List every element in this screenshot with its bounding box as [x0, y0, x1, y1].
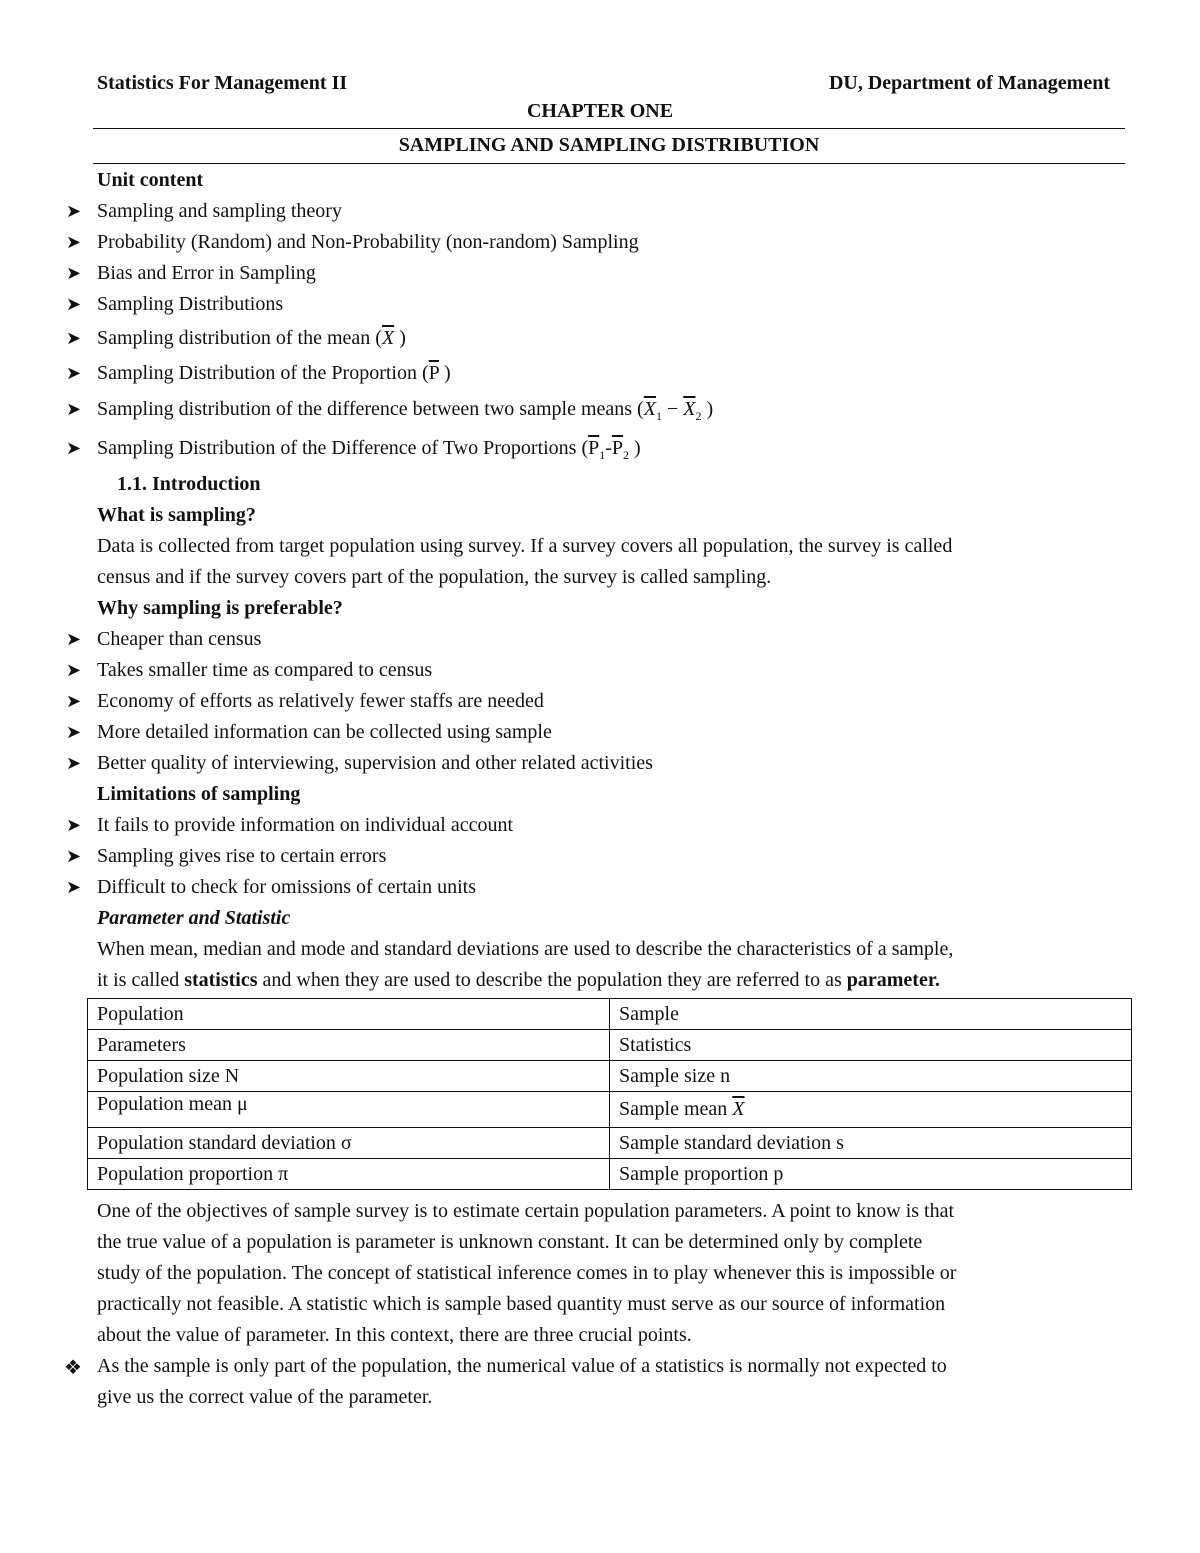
subtitle-rule: [93, 163, 1125, 164]
list-item: More detailed information can be collected using sample: [97, 721, 552, 743]
paragraph-line: the true value of a population is parameter is unknown constant. It can be determined only by complete: [97, 1231, 923, 1253]
list-item: Economy of efforts as relatively fewer staffs are needed: [97, 690, 544, 712]
arrow-bullet-icon: ➤: [66, 877, 82, 897]
unit-content-heading: Unit content: [97, 169, 204, 191]
paragraph-line: about the value of parameter. In this context, there are three crucial points.: [97, 1324, 692, 1346]
subsection-heading: Parameter and Statistic: [97, 907, 291, 929]
paragraph-line: Data is collected from target population using survey. If a survey covers all population, the survey is called: [97, 535, 953, 557]
department-name: DU, Department of Management: [828, 72, 1110, 94]
text-run: and when they are used to describe the population they are referred to as: [257, 969, 847, 991]
question-heading: Why sampling is preferable?: [97, 597, 343, 619]
table-cell: Population mean μ: [88, 1092, 610, 1128]
table-cell: Statistics: [610, 1030, 1132, 1061]
table-row: [88, 1159, 1132, 1190]
p2-bar-symbol: $\overline{P}$: [611, 437, 624, 459]
x-bar-symbol: $\overline{X}$: [381, 327, 395, 349]
arrow-bullet-icon: ➤: [66, 722, 82, 742]
table-cell: Sample: [610, 999, 1132, 1030]
list-item-text: Sampling distribution of the mean (: [97, 327, 382, 349]
paragraph-line: practically not feasible. A statistic which is sample based quantity must serve as our source of information: [97, 1293, 946, 1315]
x1-bar-symbol: $\overline{X}$: [643, 398, 656, 420]
cell-text: Sample mean: [619, 1098, 733, 1120]
chapter-title: CHAPTER ONE: [526, 100, 674, 122]
table-cell: Population size N: [88, 1061, 610, 1092]
arrow-bullet-icon: ➤: [66, 846, 82, 866]
text-run: it is called: [97, 969, 185, 991]
list-item: Better quality of interviewing, supervision and other related activities: [97, 752, 653, 774]
table-row: [88, 1030, 1132, 1061]
list-item: Cheaper than census: [97, 628, 262, 650]
list-item-text: Sampling distribution of the difference between two sample means (: [97, 398, 644, 420]
arrow-bullet-icon: ➤: [66, 753, 82, 773]
arrow-bullet-icon: ➤: [66, 201, 82, 221]
paragraph-line: [97, 969, 940, 992]
x-bar-symbol: $\overline{X}$: [732, 1098, 745, 1120]
list-item: Sampling distribution of the difference between two sample means ($\overline{X}_1 - \overline{X}_2$ ): [97, 398, 714, 423]
table-cell: Parameters: [88, 1030, 610, 1061]
table-cell: [610, 1092, 1132, 1128]
question-heading: Limitations of sampling: [97, 783, 301, 805]
bold-term: parameter.: [846, 969, 940, 991]
table-row: [88, 1128, 1132, 1159]
list-item-text: Sampling Distribution of the Difference of Two Proportions (: [97, 437, 589, 459]
table-cell: Population standard deviation σ: [88, 1128, 610, 1159]
paragraph-line: give us the correct value of the parameter.: [97, 1386, 433, 1408]
section-heading: 1.1. Introduction: [117, 473, 261, 495]
table-row: [88, 999, 1132, 1030]
arrow-bullet-icon: ➤: [66, 328, 82, 348]
list-item: Probability (Random) and Non-Probability (non-random) Sampling: [97, 231, 639, 253]
list-item: Sampling distribution of the mean ($\overline{X}$ ): [97, 327, 406, 349]
diamond-bullet-icon: ❖: [64, 1357, 82, 1379]
list-item: Sampling gives rise to certain errors: [97, 845, 387, 867]
arrow-bullet-icon: ➤: [66, 399, 82, 419]
chapter-subtitle: SAMPLING AND SAMPLING DISTRIBUTION: [398, 134, 820, 156]
arrow-bullet-icon: ➤: [66, 232, 82, 252]
list-item: Sampling Distribution of the Proportion ($\overline{P}$ ): [97, 362, 451, 384]
p-bar-symbol: $\overline{P}$: [428, 362, 440, 384]
list-item: Bias and Error in Sampling: [97, 262, 316, 284]
table-cell: Sample standard deviation s: [610, 1128, 1132, 1159]
p1-bar-symbol: $\overline{P}$: [588, 437, 600, 459]
list-item: Sampling and sampling theory: [97, 200, 342, 222]
list-item: Takes smaller time as compared to census: [97, 659, 433, 681]
table-row: [88, 1061, 1132, 1092]
paragraph-line: study of the population. The concept of statistical inference comes in to play whenever this is impossible or: [97, 1262, 957, 1284]
top-rule: [93, 128, 1125, 129]
paragraph-line: When mean, median and mode and standard deviations are used to describe the characteristics of a sample,: [97, 938, 954, 960]
bold-term: statistics: [184, 969, 258, 991]
list-item: Sampling Distribution of the Difference of Two Proportions ($\overline{P}_1-\overline{P}_2$ ): [97, 437, 641, 462]
arrow-bullet-icon: ➤: [66, 815, 82, 835]
question-heading: What is sampling?: [97, 504, 256, 526]
table-cell: Sample size n: [610, 1061, 1132, 1092]
x2-bar-symbol: $\overline{X}$: [683, 398, 696, 420]
table-cell: Population proportion π: [88, 1159, 610, 1190]
arrow-bullet-icon: ➤: [66, 691, 82, 711]
list-item-text: Sampling Distribution of the Proportion (: [97, 362, 429, 384]
list-item: Sampling Distributions: [97, 293, 284, 315]
parameter-statistic-table: [87, 998, 1132, 1190]
arrow-bullet-icon: ➤: [66, 660, 82, 680]
arrow-bullet-icon: ➤: [66, 263, 82, 283]
list-item: Difficult to check for omissions of certain units: [97, 876, 476, 898]
table-cell: Population: [88, 999, 610, 1030]
paragraph-line: census and if the survey covers part of the population, the survey is called sampling.: [97, 566, 772, 588]
list-item: It fails to provide information on individual account: [97, 814, 514, 836]
paragraph-line: As the sample is only part of the population, the numerical value of a statistics is normally not expected to: [97, 1355, 947, 1377]
course-title: Statistics For Management II: [97, 72, 348, 94]
paragraph-line: One of the objectives of sample survey is to estimate certain population parameters. A point to know is that: [97, 1200, 955, 1222]
table-row: [88, 1092, 1132, 1128]
arrow-bullet-icon: ➤: [66, 438, 82, 458]
arrow-bullet-icon: ➤: [66, 629, 82, 649]
arrow-bullet-icon: ➤: [66, 294, 82, 314]
arrow-bullet-icon: ➤: [66, 363, 82, 383]
table-cell: Sample proportion p: [610, 1159, 1132, 1190]
